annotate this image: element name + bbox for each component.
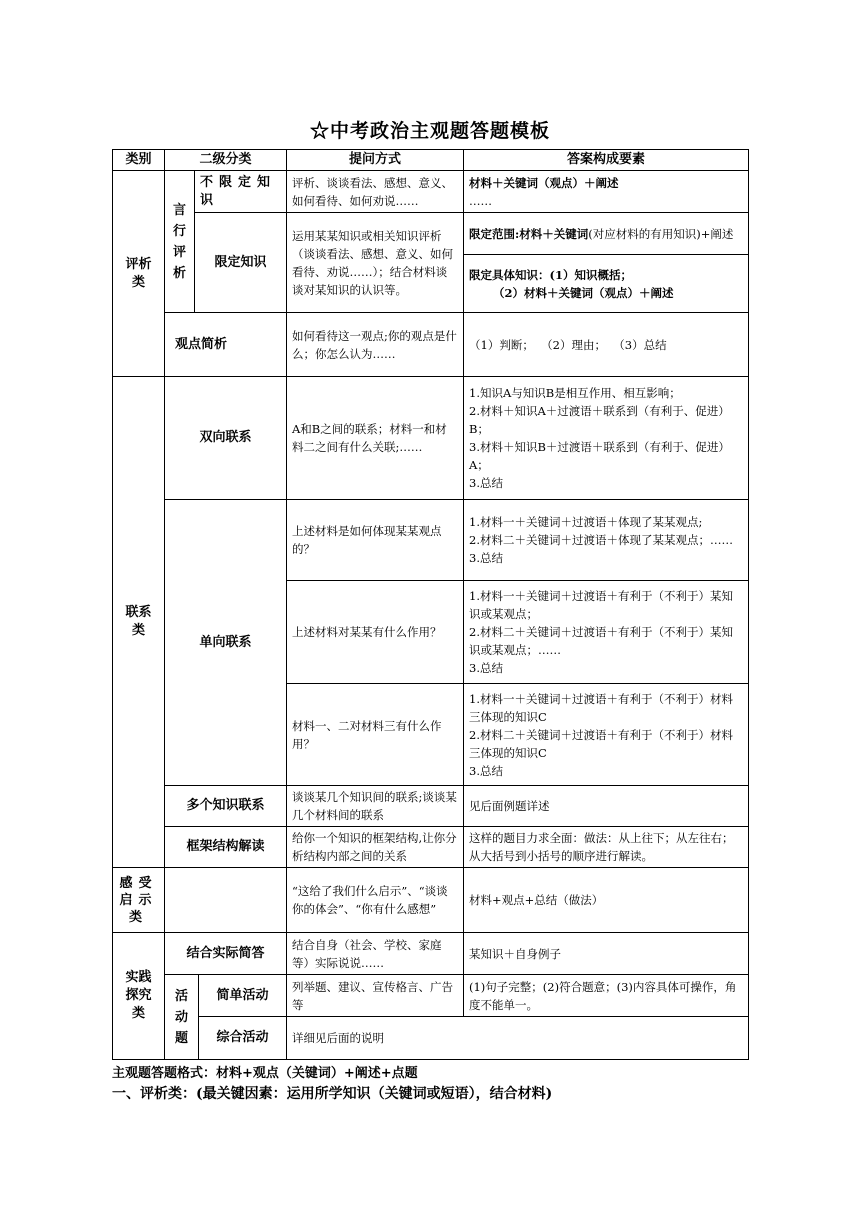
- subcategory-xianding: 限定知识: [194, 212, 287, 313]
- subcategory-huodong: 活动题: [164, 974, 199, 1060]
- answer-line: 1.材料一＋关键词＋过渡语＋体现了某某观点;: [469, 515, 703, 529]
- subcategory-kuangjia: 框架结构解读: [164, 826, 287, 868]
- answer-shuangxiang: [463, 376, 749, 500]
- subcategory-ganshou-empty: [164, 867, 287, 933]
- answer-line: 3.总结: [469, 551, 503, 565]
- subcategory-danxiang: 单向联系: [164, 499, 287, 786]
- answer-jiandan: (1)句子完整；(2)符合题意；(3)内容具体可操作，角度不能单一。: [463, 974, 749, 1017]
- answer-line: 1.材料一＋关键词＋过渡语＋有利于（不利于）材料三体现的知识C: [469, 691, 733, 724]
- answer-line: 3.总结: [469, 763, 503, 778]
- header-subcategory: 二级分类: [164, 149, 287, 171]
- question-shuangxiang: A和B之间的联系；材料一和材料二之间有什么关联;……: [286, 376, 464, 500]
- question-jiehe: 结合自身（社会、学校、家庭等）实际说说……: [286, 932, 464, 975]
- section-heading-pingxi: 一、评析类：(最关键因素：运用所学知识（关键词或短语），结合材料): [112, 1086, 553, 1102]
- answer-line: 2.材料二＋关键词＋过渡语＋有利于（不利于）某知识或某观点；……: [469, 625, 733, 657]
- category-ganshou: 感受启示类: [112, 867, 165, 933]
- answer-danxiang-3: [463, 683, 749, 786]
- subcategory-yanxing: 言行评析: [164, 170, 195, 313]
- answer-line: 3.总结: [469, 661, 503, 675]
- subcategory-buxianding: 不限定知识: [194, 170, 287, 213]
- answer-buxianding: 材料＋关键词（观点）＋阐述 ……: [463, 170, 749, 213]
- question-danxiang-2: 上述材料对某某有什么作用？: [286, 580, 464, 684]
- answer-kuangjia: 这样的题目力求全面：做法：从上往下；从左往右；从大括号到小括号的顺序进行解读。: [463, 826, 749, 868]
- subcategory-zonghe: 综合活动: [198, 1016, 287, 1060]
- answer-line: 1.材料一＋关键词＋过渡语＋有利于（不利于）某知识或某观点；: [469, 589, 733, 621]
- answer-line: 2.材料二＋关键词＋过渡语＋体现了某某观点；……: [469, 533, 733, 547]
- subcategory-duoge: 多个知识联系: [164, 785, 287, 827]
- subcategory-guandian: 观点简析: [164, 312, 287, 377]
- subcategory-jiehe: 结合实际简答: [164, 932, 287, 975]
- header-category: 类别: [112, 149, 165, 171]
- question-zonghe: 详细见后面的说明: [286, 1016, 749, 1060]
- question-danxiang-3: 材料一、二对材料三有什么作用？: [286, 683, 464, 786]
- answer-format-line: 主观题答题格式：材料+观点（关键词）+阐述+点题: [112, 1066, 418, 1081]
- answer-jiehe: 某知识＋自身例子: [463, 932, 749, 975]
- header-answer-elements: 答案构成要素: [463, 149, 749, 171]
- question-xianding: 运用某某知识或相关知识评析（谈谈看法、感想、意义、如何看待、劝说……）；结合材料谈谈对某知识的认识等。: [286, 212, 464, 313]
- question-ganshou: “这给了我们什么启示”、“谈谈你的体会”、“你有什么感想”: [286, 867, 464, 933]
- answer-line: 3.材料＋知识B＋过渡语＋联系到（有利于、促进）A；: [469, 440, 730, 472]
- answer-duoge: 见后面例题详述: [463, 785, 749, 827]
- answer-line: 3.总结: [469, 476, 503, 490]
- subcategory-jiandan: 简单活动: [198, 974, 287, 1017]
- answer-line: 1.知识A与知识B是相互作用、相互影响；: [469, 386, 681, 400]
- question-buxianding: 评析、谈谈看法、感想、意义、如何看待、如何劝说……: [286, 170, 464, 213]
- question-duoge: 谈谈某几个知识间的联系;谈谈某几个材料间的联系: [286, 785, 464, 827]
- question-jiandan: 列举题、建议、宣传格言、广告等: [286, 974, 464, 1017]
- answer-guandian: （1）判断； （2）理由； （3）总结: [463, 312, 749, 377]
- category-shijian: 实践探究类: [112, 932, 165, 1060]
- category-lianxi: 联系类: [112, 376, 165, 868]
- answer-ganshou: 材料+观点+总结（做法）: [463, 867, 749, 933]
- answer-line: 2.材料二＋关键词＋过渡语＋有利于（不利于）材料三体现的知识C: [469, 727, 733, 760]
- category-pingxi: 评析类: [112, 170, 165, 377]
- answer-danxiang-2: [463, 580, 749, 684]
- question-danxiang-1: 上述材料是如何体现某某观点的？: [286, 499, 464, 581]
- subcategory-shuangxiang: 双向联系: [164, 376, 287, 500]
- page-title: ☆中考政治主观题答题模板: [309, 120, 550, 142]
- question-guandian: 如何看待这一观点;你的观点是什么；你怎么认为……: [286, 312, 464, 377]
- answer-danxiang-1: [463, 499, 749, 581]
- answer-xianding-range: 限定范围:材料＋关键词(对应材料的有用知识)+阐述: [463, 212, 749, 255]
- question-kuangjia: 给你一个知识的框架结构,让你分析结构内部之间的关系: [286, 826, 464, 868]
- answer-xianding-specific: 限定具体知识：(1）知识概括； （2）材料＋关键词（观点）＋阐述: [463, 254, 749, 313]
- answer-line: 2.材料＋知识A＋过渡语＋联系到（有利于、促进）B；: [469, 404, 730, 436]
- header-question-style: 提问方式: [286, 149, 464, 171]
